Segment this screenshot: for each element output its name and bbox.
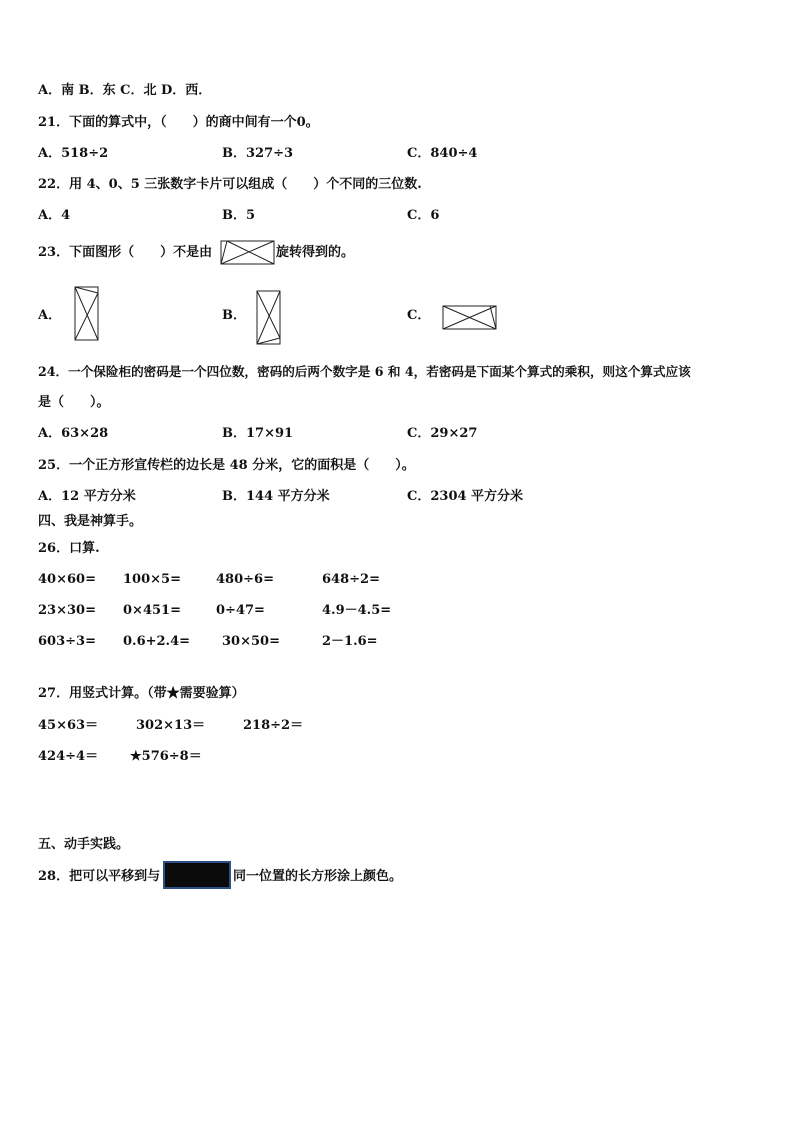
q27-item: ★576÷8＝ xyxy=(130,749,202,764)
q23-option-b-label: B． xyxy=(222,308,246,323)
q27-item: 218÷2＝ xyxy=(243,718,304,733)
q24-option-c: C．29×27 xyxy=(407,426,478,441)
q21-option-b: B．327÷3 xyxy=(222,146,294,161)
q28-text-before: 28．把可以平移到与 xyxy=(38,869,161,884)
q23-option-c-label: C． xyxy=(407,308,431,323)
q23-stem-before: 23．下面图形（ ）不是由 xyxy=(38,245,213,260)
q26-item: 0.6+2.4= xyxy=(123,634,191,649)
q26-item: 2－1.6= xyxy=(322,634,378,649)
q24-stem-line1: 24．一个保险柜的密码是一个四位数，密码的后两个数字是 6 和 4，若密码是下面某个算式的乘积，则这个算式应该 xyxy=(38,364,691,379)
section4-heading: 四、我是神算手。 xyxy=(38,514,143,529)
q21-stem: 21．下面的算式中，（ ）的商中间有一个0。 xyxy=(38,115,319,130)
q23-stem-after: 旋转得到的。 xyxy=(276,245,355,260)
q27-item: 302×13＝ xyxy=(136,718,206,733)
q20-options: A．南 B．东 C．北 D．西． xyxy=(38,83,212,98)
q26-item: 648÷2= xyxy=(322,572,380,587)
q24-option-b: B．17×91 xyxy=(222,426,294,441)
q26-item: 100×5= xyxy=(123,572,181,587)
q24-option-a: A．63×28 xyxy=(38,426,109,441)
q25-option-b: B．144 平方分米 xyxy=(222,489,330,504)
q25-stem: 25．一个正方形宣传栏的边长是 48 分米，它的面积是（ ）。 xyxy=(38,458,415,473)
q22-stem: 22．用 4、0、5 三张数字卡片可以组成（ ）个不同的三位数. xyxy=(38,177,422,192)
q21-option-a: A．518÷2 xyxy=(38,146,109,161)
q25-option-a: A．12 平方分米 xyxy=(38,489,136,504)
q26-item: 40×60= xyxy=(38,572,96,587)
q27-item: 424÷4＝ xyxy=(38,749,99,764)
q21-option-c: C．840÷4 xyxy=(407,146,478,161)
q26-item: 480÷6= xyxy=(216,572,274,587)
q28-reference-rectangle xyxy=(163,861,231,889)
q25-option-c: C．2304 平方分米 xyxy=(407,489,524,504)
q23-option-a-figure xyxy=(74,286,100,342)
q26-item: 23×30= xyxy=(38,603,96,618)
q22-option-b: B．5 xyxy=(222,208,256,223)
q27-item: 45×63＝ xyxy=(38,718,99,733)
section5-heading: 五、动手实践。 xyxy=(38,837,130,852)
q27-stem: 27．用竖式计算。（带★需要验算） xyxy=(38,686,245,701)
q26-item: 4.9－4.5= xyxy=(322,603,392,618)
q22-option-c: C．6 xyxy=(407,208,440,223)
q28-text-after: 同一位置的长方形涂上颜色。 xyxy=(233,869,403,884)
q26-item: 0×451= xyxy=(123,603,181,618)
q26-item: 30×50= xyxy=(222,634,280,649)
q23-option-a-label: A． xyxy=(38,308,62,323)
q23-option-b-figure xyxy=(256,290,282,346)
q22-option-a: A．4 xyxy=(38,208,71,223)
q23-reference-rectangle-figure xyxy=(220,240,276,266)
q26-stem: 26．口算. xyxy=(38,541,100,556)
q26-item: 0÷47= xyxy=(216,603,265,618)
q26-item: 603÷3= xyxy=(38,634,96,649)
q23-option-c-figure xyxy=(442,305,498,331)
q24-stem-line2: 是（ ）。 xyxy=(38,395,110,410)
